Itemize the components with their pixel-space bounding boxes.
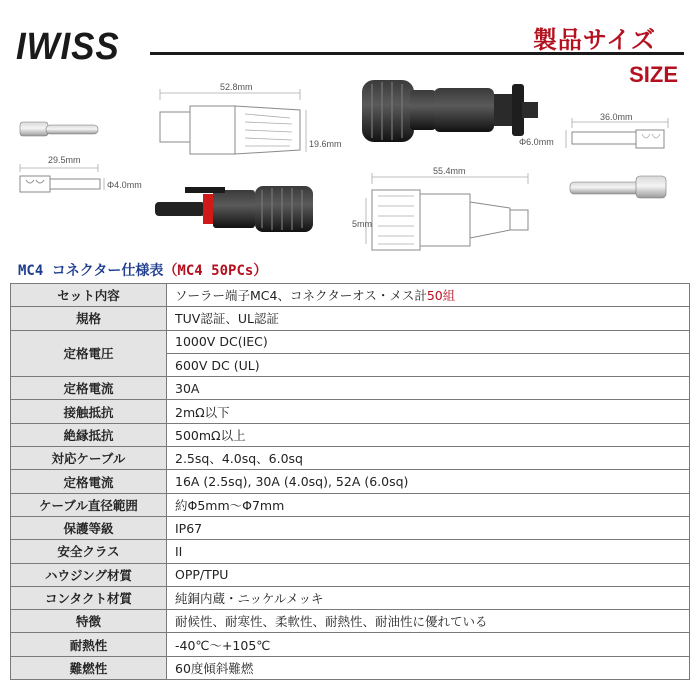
spec-key: 特徴 bbox=[11, 610, 167, 633]
table-row bbox=[11, 656, 690, 679]
table-row bbox=[11, 330, 690, 353]
spec-key: ケーブル直径範囲 bbox=[11, 493, 167, 516]
spec-value: TUV認証、UL認証 bbox=[167, 307, 690, 330]
spec-key: 難燃性 bbox=[11, 656, 167, 679]
table-row bbox=[11, 563, 690, 586]
table-row bbox=[11, 284, 690, 307]
spec-value: 500mΩ以上 bbox=[167, 423, 690, 446]
male-connector-photo bbox=[362, 80, 538, 142]
male-connector-drawing bbox=[352, 166, 528, 250]
spec-table bbox=[10, 283, 690, 680]
spec-value: -40℃〜+105℃ bbox=[167, 633, 690, 656]
dim-male-length: 55.4mm bbox=[433, 166, 466, 176]
spec-value: 純銅内蔵・ニッケルメッキ bbox=[167, 586, 690, 609]
male-pin-drawing bbox=[20, 155, 142, 192]
table-row bbox=[11, 400, 690, 423]
female-pin-photo bbox=[570, 176, 666, 198]
dim-pin-diameter: Φ4.0mm bbox=[107, 180, 142, 190]
table-row bbox=[11, 493, 690, 516]
table-row bbox=[11, 307, 690, 330]
spec-key: 保護等級 bbox=[11, 516, 167, 539]
spec-value: 600V DC (UL) bbox=[167, 353, 690, 376]
spec-key: 定格電流 bbox=[11, 377, 167, 400]
spec-key: セット内容 bbox=[11, 284, 167, 307]
dim-female-height: 19.6mm bbox=[309, 139, 342, 149]
table-row bbox=[11, 516, 690, 539]
spec-value: 耐候性、耐寒性、柔軟性、耐熱性、耐油性に優れている bbox=[167, 610, 690, 633]
spec-value: IP67 bbox=[167, 516, 690, 539]
spec-table-title bbox=[18, 260, 267, 280]
table-row bbox=[11, 633, 690, 656]
spec-key: 安全クラス bbox=[11, 540, 167, 563]
spec-key: 定格電流 bbox=[11, 470, 167, 493]
table-row bbox=[11, 610, 690, 633]
table-row bbox=[11, 377, 690, 400]
dim-socket-length: 36.0mm bbox=[600, 112, 633, 122]
table-row bbox=[11, 540, 690, 563]
spec-value bbox=[167, 284, 690, 307]
product-size-diagram bbox=[0, 70, 700, 258]
spec-key: ハウジング材質 bbox=[11, 563, 167, 586]
spec-value: 1000V DC(IEC) bbox=[167, 330, 690, 353]
page-title: 製品サイズ bbox=[532, 26, 656, 54]
spec-key: 定格電圧 bbox=[11, 330, 167, 377]
set-content-text: ソーラー端子MC4、コネクターオス・メス計 bbox=[175, 288, 427, 304]
female-connector-drawing bbox=[160, 82, 342, 154]
dim-female-length: 52.8mm bbox=[220, 82, 253, 92]
spec-key: 耐熱性 bbox=[11, 633, 167, 656]
spec-value: 約Φ5mm〜Φ7mm bbox=[167, 493, 690, 516]
table-row bbox=[11, 470, 690, 493]
female-connector-photo bbox=[155, 186, 313, 232]
table-row bbox=[11, 586, 690, 609]
table-row bbox=[11, 447, 690, 470]
spec-key: 規格 bbox=[11, 307, 167, 330]
dim-male-height: 5mm bbox=[352, 219, 372, 229]
spec-value: II bbox=[167, 540, 690, 563]
spec-key: 絶縁抵抗 bbox=[11, 423, 167, 446]
spec-title-qty: （MC4 50PCs） bbox=[163, 263, 268, 279]
spec-value: 30A bbox=[167, 377, 690, 400]
female-pin-drawing bbox=[519, 112, 668, 148]
male-pin-photo bbox=[20, 122, 98, 136]
spec-title-main: MC4 コネクター仕様表 bbox=[18, 263, 164, 279]
spec-value: OPP/TPU bbox=[167, 563, 690, 586]
spec-key: 対応ケーブル bbox=[11, 447, 167, 470]
spec-key: コンタクト材質 bbox=[11, 586, 167, 609]
spec-value: 60度傾斜難燃 bbox=[167, 656, 690, 679]
size-label: SIZE bbox=[629, 62, 678, 87]
table-row bbox=[11, 423, 690, 446]
dim-pin-length: 29.5mm bbox=[48, 155, 81, 165]
set-quantity: 50組 bbox=[426, 288, 456, 304]
spec-value: 2.5sq、4.0sq、6.0sq bbox=[167, 447, 690, 470]
spec-value: 2mΩ以下 bbox=[167, 400, 690, 423]
spec-value: 16A (2.5sq), 30A (4.0sq), 52A (6.0sq) bbox=[167, 470, 690, 493]
brand-logo: IWISS bbox=[16, 26, 120, 68]
dim-socket-diameter: Φ6.0mm bbox=[519, 137, 554, 147]
spec-key: 接触抵抗 bbox=[11, 400, 167, 423]
